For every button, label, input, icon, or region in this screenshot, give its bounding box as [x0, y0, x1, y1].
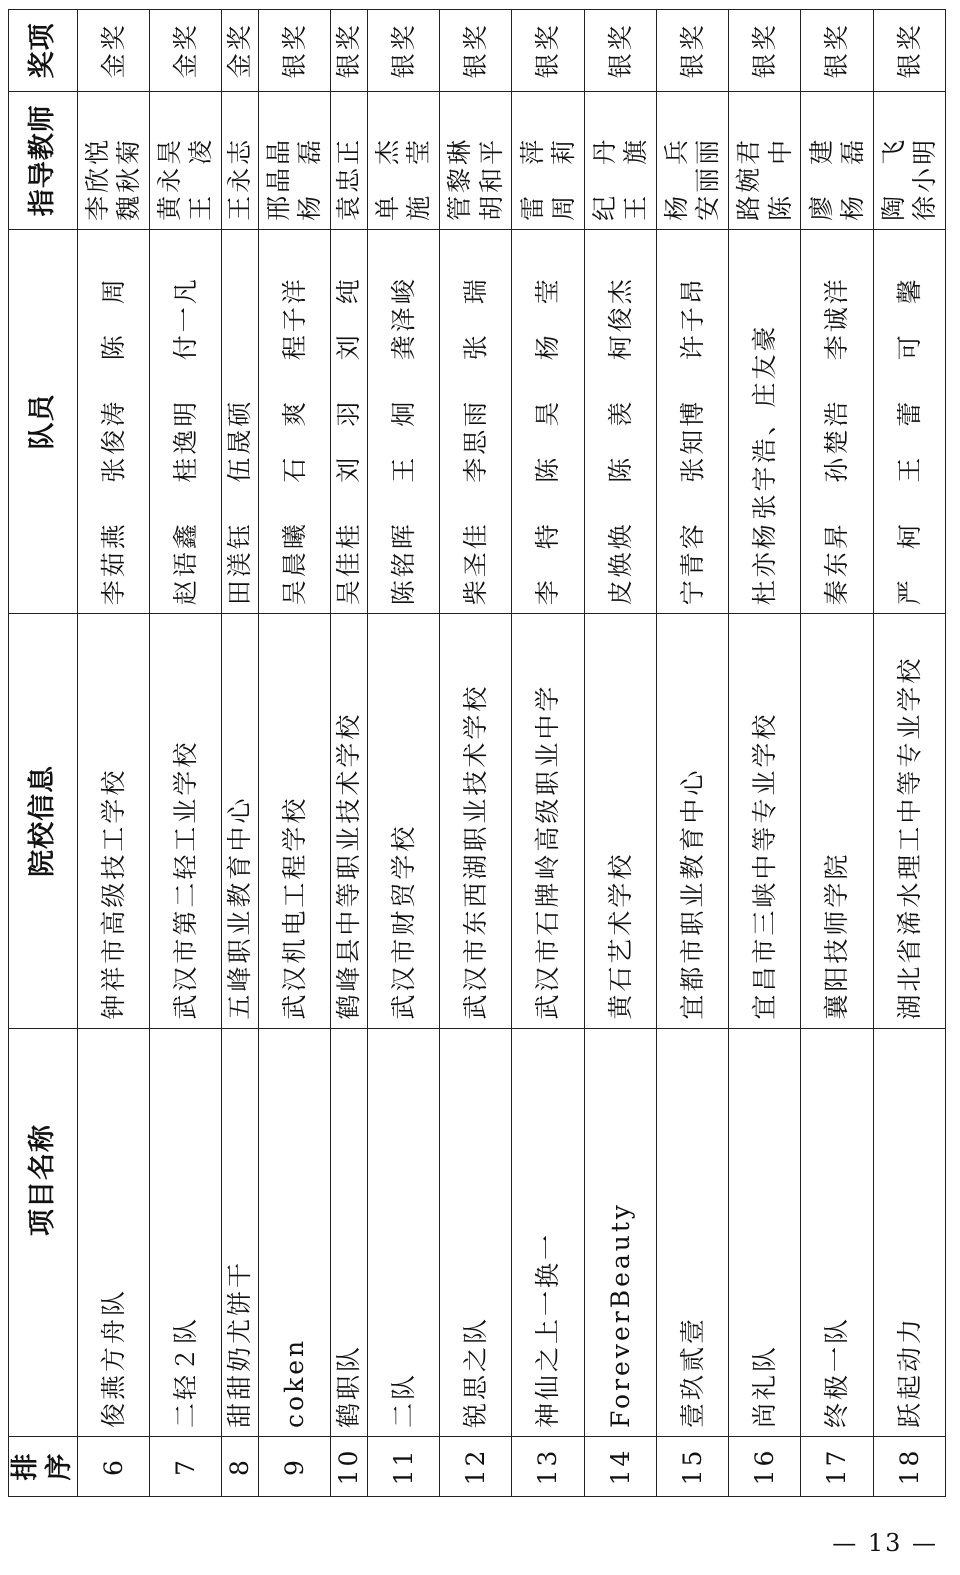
table-row [439, 10, 511, 1497]
award-cell: 银奖 [331, 10, 368, 92]
members-list [388, 238, 419, 605]
teacher-name: 单 杰 [373, 136, 403, 221]
member-name: 石 爽 [279, 398, 309, 483]
member-name [224, 238, 255, 360]
teachers-cell [584, 91, 656, 229]
table-row [258, 10, 330, 1497]
award-cell: 银奖 [801, 10, 873, 92]
members-list [460, 238, 491, 605]
teacher-name: 黄永昊 [155, 136, 185, 221]
teacher-name: 廖 建 [806, 136, 836, 221]
seq-cell: 11 [367, 1436, 439, 1496]
award-cell: 银奖 [656, 10, 728, 92]
table-row [149, 10, 221, 1497]
members-cell [331, 229, 368, 613]
header-project: 项目名称 [9, 1028, 78, 1436]
award-cell: 银奖 [258, 10, 330, 92]
seq-cell: 15 [656, 1436, 728, 1496]
project-name-cell: 终极一队 [801, 1028, 873, 1436]
project-name-cell: 壹玖贰壹 [656, 1028, 728, 1436]
school-cell: 鹤峰县中等职业技术学校 [331, 614, 368, 1028]
member-name: 伍晟硕 [225, 398, 255, 483]
member-name: 李诚洋 [822, 276, 852, 361]
table-row [367, 10, 439, 1497]
project-name-cell: 二队 [367, 1028, 439, 1436]
header-award: 奖项 [9, 10, 78, 92]
teacher-name: 纪 丹 [589, 136, 619, 221]
members-list [170, 238, 201, 605]
members-cell [873, 229, 945, 613]
member-name: 孙楚浩 [822, 398, 852, 483]
school-cell: 武汉市财贸学校 [367, 614, 439, 1028]
school-cell: 五峰职业教育中心 [222, 614, 259, 1028]
member-name: 宁青容 [677, 521, 707, 606]
members-list [98, 238, 129, 605]
member-name: 张 瑞 [460, 276, 490, 361]
school-cell: 黄石艺术学校 [584, 614, 656, 1028]
award-cell: 银奖 [584, 10, 656, 92]
member-name: 赵语鑫 [170, 521, 200, 606]
teacher-name: 陶 飞 [879, 136, 909, 221]
member-name: 吴佳桂 [334, 521, 364, 606]
school-cell: 武汉市第二轻工业学校 [149, 614, 221, 1028]
member-name: 桂逸明 [170, 398, 200, 483]
member-name: 陈 羡 [605, 398, 635, 483]
seq-cell: 14 [584, 1436, 656, 1496]
teacher-name: 王 凌 [186, 136, 216, 221]
table-row [331, 10, 368, 1497]
header-members: 队员 [9, 229, 78, 613]
members-list [749, 238, 780, 605]
seq-cell: 8 [222, 1436, 259, 1496]
teachers-cell [873, 91, 945, 229]
member-name: 程子洋 [279, 276, 309, 361]
member-name: 张知博 [677, 398, 707, 483]
members-list [894, 238, 925, 605]
header-teachers: 指导教师 [9, 91, 78, 229]
member-name: 吴晨曦 [279, 521, 309, 606]
table-body [77, 10, 946, 1497]
member-name: 李思雨 [460, 398, 490, 483]
header-school: 院校信息 [9, 614, 78, 1028]
teachers-cell [222, 91, 259, 229]
members-cell [584, 229, 656, 613]
members-list [605, 238, 636, 605]
member-name: 柴圣佳 [460, 521, 490, 606]
school-cell: 宜昌市三峡中等专业学校 [729, 614, 801, 1028]
seq-cell: 18 [873, 1436, 945, 1496]
teachers-cell [439, 91, 511, 229]
members-list [279, 238, 310, 605]
teacher-name: 王永志 [225, 136, 255, 221]
members-list [224, 238, 255, 605]
rotated-table-page [8, 9, 946, 1497]
school-cell: 武汉市东西湖职业技术学校 [439, 614, 511, 1028]
project-name-cell: 鹤职队 [331, 1028, 368, 1436]
member-name: 张俊涛 [98, 398, 128, 483]
teachers-cell [656, 91, 728, 229]
member-name: 陈 昊 [533, 398, 563, 483]
members-cell [656, 229, 728, 613]
award-cell: 金奖 [149, 10, 221, 92]
members-cell [222, 229, 259, 613]
member-name: 陈 周 [98, 276, 128, 361]
teachers-cell [367, 91, 439, 229]
page-number: — 13 — [832, 1529, 938, 1557]
member-name: 刘 纯 [334, 276, 364, 361]
header-seq: 排序 [9, 1436, 78, 1496]
school-cell: 武汉机电工程学校 [258, 614, 330, 1028]
award-cell: 银奖 [512, 10, 584, 92]
member-name: 许子昂 [677, 276, 707, 361]
members-list [532, 238, 563, 605]
teacher-name: 徐小明 [910, 136, 940, 221]
member-name: 皮焕焕 [605, 521, 635, 606]
project-name-cell: 俊燕方舟队 [77, 1028, 149, 1436]
members-list [677, 238, 708, 605]
school-cell: 湖北省浠水理工中等专业学校 [873, 614, 945, 1028]
teacher-name: 袁忠正 [334, 136, 364, 221]
teacher-name: 李欣悦 [82, 136, 112, 221]
award-cell: 银奖 [367, 10, 439, 92]
project-name-cell: 尚礼队 [729, 1028, 801, 1436]
award-cell: 银奖 [873, 10, 945, 92]
project-name-cell: 二轻２队 [149, 1028, 221, 1436]
seq-cell: 13 [512, 1436, 584, 1496]
table-row [512, 10, 584, 1497]
seq-cell: 9 [258, 1436, 330, 1496]
school-cell: 襄阳技师学院 [801, 614, 873, 1028]
member-name: 杨 莹 [533, 276, 563, 361]
seq-cell: 10 [331, 1436, 368, 1496]
seq-cell: 17 [801, 1436, 873, 1496]
award-cell: 银奖 [729, 10, 801, 92]
seq-cell: 7 [149, 1436, 221, 1496]
teacher-name: 周 莉 [548, 136, 578, 221]
teacher-name: 杨 兵 [662, 136, 692, 221]
teacher-name: 路婉君 [734, 136, 764, 221]
project-name-cell: 锐思之队 [439, 1028, 511, 1436]
table-row [873, 10, 945, 1497]
member-name: 刘 羽 [334, 398, 364, 483]
school-cell: 武汉市石牌岭高级职业中学 [512, 614, 584, 1028]
member-name: 王 炯 [388, 398, 418, 483]
teacher-name: 王 旗 [621, 136, 651, 221]
teacher-name: 杨 磊 [295, 136, 325, 221]
members-cell [729, 229, 801, 613]
award-cell: 银奖 [439, 10, 511, 92]
member-name: 龚泽峻 [388, 276, 418, 361]
award-cell: 金奖 [77, 10, 149, 92]
seq-cell: 16 [729, 1436, 801, 1496]
members-list [333, 238, 364, 605]
members-cell [258, 229, 330, 613]
school-cell: 钟祥市高级技工学校 [77, 614, 149, 1028]
table-row [801, 10, 873, 1497]
teachers-cell [729, 91, 801, 229]
project-name-cell: ForeverBeauty [584, 1028, 656, 1436]
teachers-cell [512, 91, 584, 229]
seq-cell: 12 [439, 1436, 511, 1496]
teacher-name: 管黎琳 [445, 136, 475, 221]
seq-cell: 6 [77, 1436, 149, 1496]
project-name-cell: 跃起动力 [873, 1028, 945, 1436]
member-name: 严 柯 [894, 521, 924, 606]
teacher-name: 邢晶晶 [264, 136, 294, 221]
member-name: 陈铭晖 [388, 521, 418, 606]
members-cell [801, 229, 873, 613]
members-cell [77, 229, 149, 613]
awards-table [8, 9, 946, 1497]
project-name-cell: coken [258, 1028, 330, 1436]
teacher-name: 安丽丽 [693, 136, 723, 221]
member-name: 柯俊杰 [605, 276, 635, 361]
teacher-name: 雷 萍 [517, 136, 547, 221]
members-cell [149, 229, 221, 613]
members-cell [512, 229, 584, 613]
teacher-name: 杨 磊 [837, 136, 867, 221]
table-row [77, 10, 149, 1497]
member-name: 付一凡 [170, 276, 200, 361]
school-cell: 宜都市职业教育中心 [656, 614, 728, 1028]
members-cell [367, 229, 439, 613]
project-name-cell: 神仙之上一换一 [512, 1028, 584, 1436]
member-name: 李 特 [533, 521, 563, 606]
member-name: 李茹燕 [98, 521, 128, 606]
table-row [222, 10, 259, 1497]
table-row [584, 10, 656, 1497]
member-name: 可 馨 [894, 276, 924, 361]
teachers-cell [149, 91, 221, 229]
teacher-name: 胡和平 [476, 136, 506, 221]
teachers-cell [331, 91, 368, 229]
member-name: 田渼钰 [225, 521, 255, 606]
award-cell: 金奖 [222, 10, 259, 92]
teacher-name: 魏秋菊 [114, 136, 144, 221]
teachers-cell [258, 91, 330, 229]
member-name: 秦东昇 [822, 521, 852, 606]
table-row [656, 10, 728, 1497]
member-name [749, 238, 780, 324]
teachers-cell [801, 91, 873, 229]
table-row [729, 10, 801, 1497]
header-row [9, 10, 78, 1497]
project-name-cell: 甜甜奶尤饼干 [222, 1028, 259, 1436]
teachers-cell [77, 91, 149, 229]
member-name: 张宇浩、庄友豪 [750, 323, 780, 520]
teacher-name: 陈 中 [765, 136, 795, 221]
teacher-name: 施 莹 [404, 136, 434, 221]
members-list [821, 238, 852, 605]
members-cell [439, 229, 511, 613]
member-name: 杜亦杨 [750, 521, 780, 606]
member-name: 王 蕾 [894, 398, 924, 483]
